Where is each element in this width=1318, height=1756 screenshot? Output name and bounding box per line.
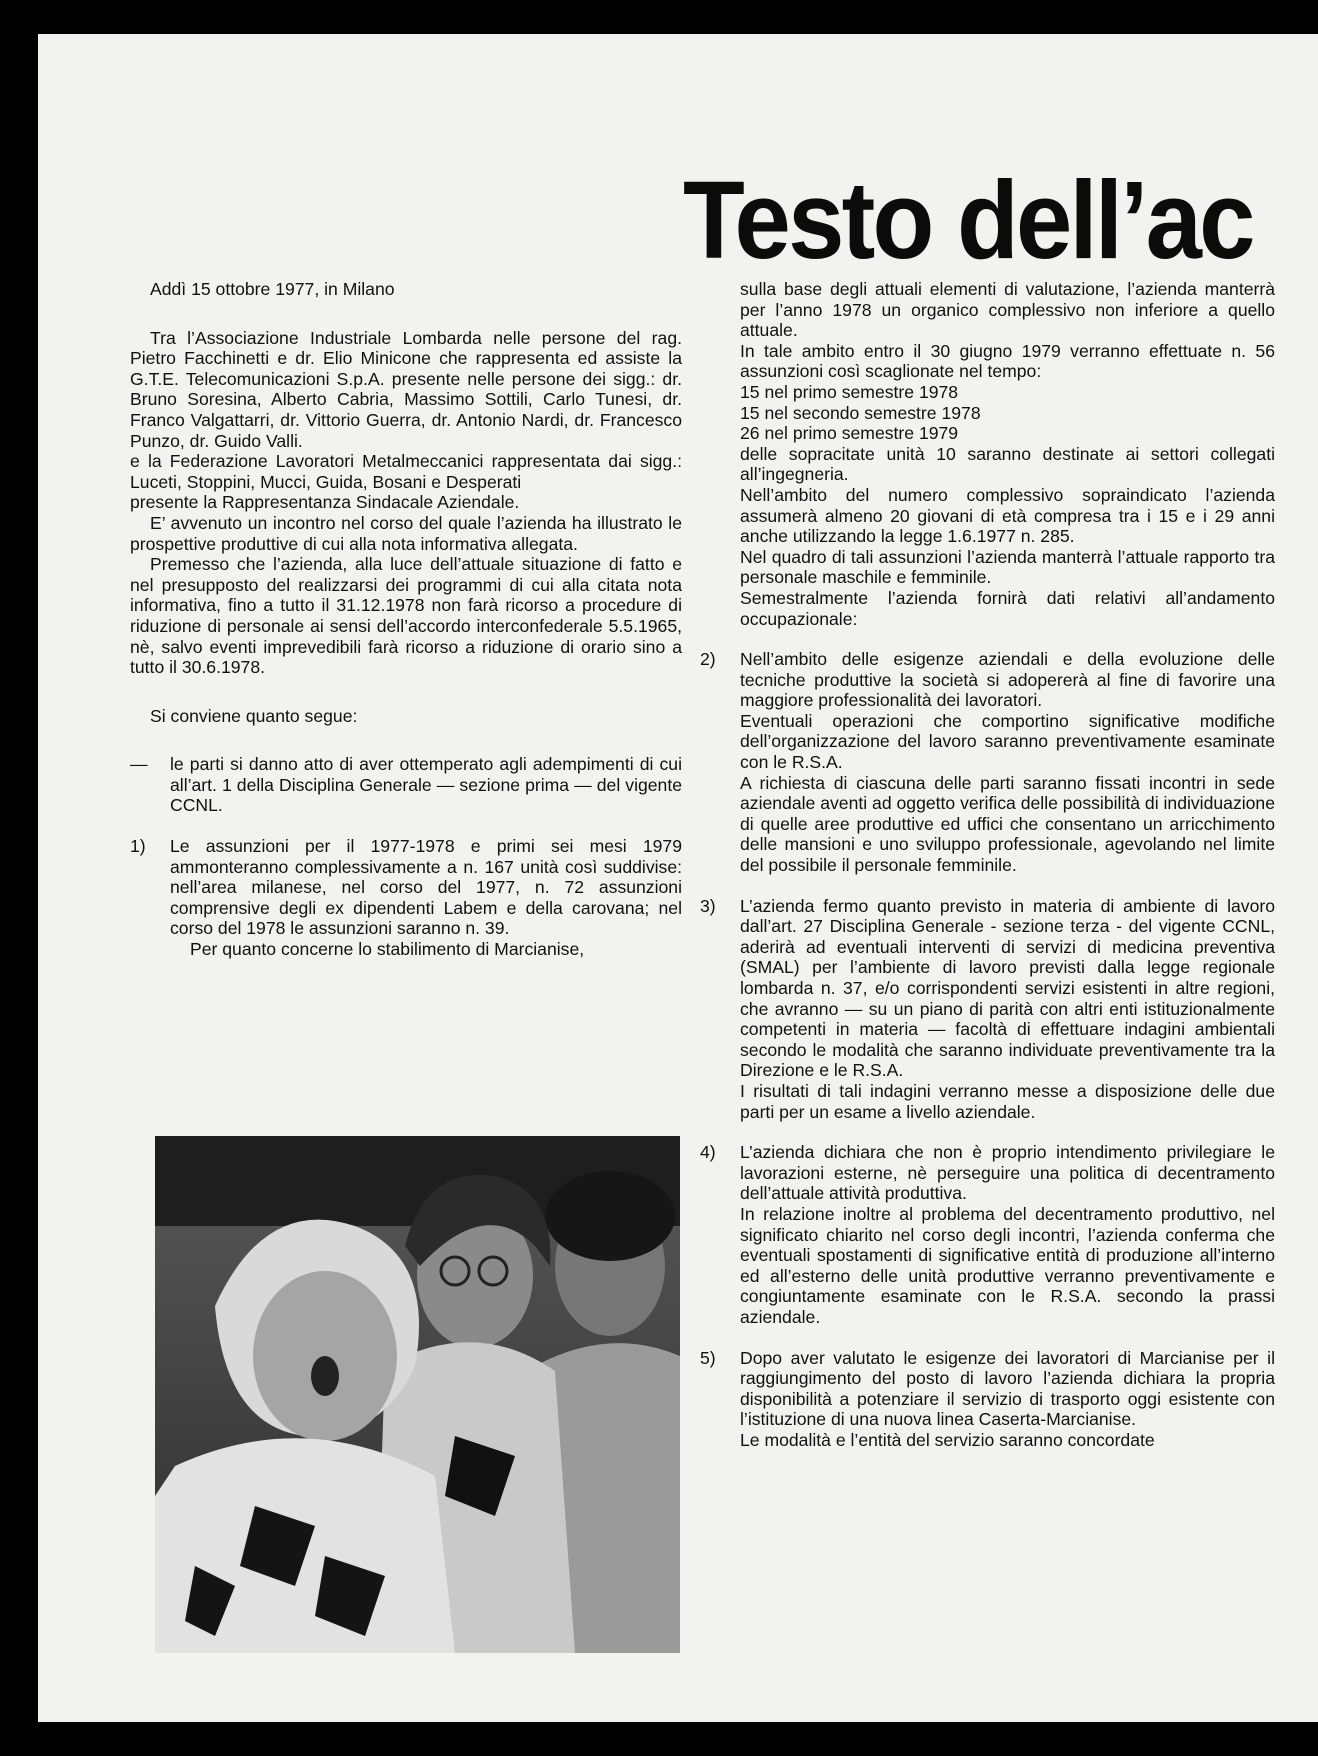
item-text: Le modalità e l’entità del servizio saranno concordate [740, 1429, 1155, 1450]
item-marker: 4) [700, 1142, 716, 1163]
paragraph: Nell’ambito del numero complessivo sopraindicato l’azienda assumerà almeno 20 giovani di età compresa tra i 15 e i 29 anni anche utilizzando la legge 1.6.1977 n. 285. [740, 484, 1275, 547]
premise-paragraph: Premesso che l’azienda, alla luce dell’attuale situazione di fatto e nel presupposto del realizzarsi dei programmi di cui alla citata nota informativa, fino a tutto il 31.12.1978 non farà ricorso a procedure di riduzione di personale ai sensi dell’accordo interconfederale 5.5.1965, nè, salvo eventi imprevedibili farà ricorso a riduzione di orario sino a tutto il 30.6.1978. [130, 554, 682, 678]
paragraph: delle sopracitate unità 10 saranno destinate ai settori collegati all’ingegneria. [740, 443, 1275, 485]
paragraph: Semestralmente l’azienda fornirà dati relativi all’andamento occupazionale: [740, 587, 1275, 629]
protest-photo [155, 1136, 680, 1653]
item-text: A richiesta di ciascuna delle parti saranno fissati incontri in sede aziendale aventi ad oggetto verifica delle possibilità di individuazione di quelle aree produttive ed uffici che consentano un arricchimento delle mansioni e uno sviluppo professionale, agevolando nel limite del possibile il personale femminile. [740, 772, 1276, 876]
schedule-line: 26 nel primo semestre 1979 [740, 423, 959, 444]
item-text: Eventuali operazioni che comportino significative modifiche dell’organizzazione del lavoro saranno preventivamente esaminate con le R.S.A. [740, 710, 1275, 773]
agreed-intro: Si conviene quanto segue: [150, 705, 358, 726]
parties-paragraph: Tra l’Associazione Industriale Lombarda nelle persone del rag. Pietro Facchinetti e dr. Elio Minicone che rappresenta ed assiste la G.T.E. Telecomunicazioni S.p.A. presente nelle persone dei sigg.: dr. Bruno Soresina, Alberto Cabria, Massimo Sottili, Carlo Tunesi, dr. Franco Valgattarri, dr. Vittorio Guerra, dr. Antonio Nardi, dr. Francesco Punzo, dr. Guido Valli. [130, 327, 682, 451]
right-column [700, 279, 1276, 1450]
list-item [130, 836, 682, 960]
paragraph: sulla base degli attuali elementi di valutazione, l’azienda manterrà per l’anno 1978 un organico complessivo non inferiore a quello attuale. [740, 279, 1275, 341]
item-marker: 5) [700, 1347, 716, 1368]
list-item [700, 1348, 1275, 1451]
rsa-paragraph: presente la Rappresentanza Sindacale Aziendale. [130, 492, 520, 513]
magazine-page [38, 34, 1318, 1722]
item-marker: 2) [700, 649, 716, 670]
item-marker: 1) [130, 836, 146, 857]
meeting-paragraph: E’ avvenuto un incontro nel corso del quale l’azienda ha illustrato le prospettive produttive di cui alla nota informativa allegata. [130, 512, 682, 554]
list-item [700, 649, 1275, 876]
item-text: In relazione inoltre al problema del decentramento produttivo, nel significato chiarito nel corso degli incontri, l’azienda conferma che eventuali spostamenti di significative entità di produzione all’interno ed all’esterno delle unità produttive verranno preventivamente e congiuntamente esaminate con le R.S.A. secondo la prassi aziendale. [740, 1203, 1275, 1327]
agreement-date-header: Addì 15 ottobre 1977, in Milano [150, 279, 395, 299]
item-text: le parti si danno atto di aver ottemperato agli adempimenti di cui all’art. 1 della Disciplina Generale — sezione prima — del vigente CCNL. [170, 754, 682, 816]
item-marker: 3) [700, 895, 716, 916]
schedule-line: 15 nel secondo semestre 1978 [740, 402, 981, 423]
paragraph: Nel quadro di tali assunzioni l’azienda manterrà l’attuale rapporto tra personale maschile e femminile. [740, 546, 1275, 588]
item-text: Nell’ambito delle esigenze aziendali e della evoluzione delle tecniche produttive la società si adopererà al fine di favorire una maggiore professionalità dei lavoratori. [740, 649, 1275, 711]
protest-photo-illustration [155, 1136, 680, 1653]
paragraph: In tale ambito entro il 30 giugno 1979 verranno effettuate n. 56 assunzioni così scaglionate nel tempo: [740, 340, 1275, 382]
item-text: Le assunzioni per il 1977-1978 e primi sei mesi 1979 ammonteranno complessivamente a n. 167 unità così suddivise: nell’area milanese, nel corso del 1977, n. 72 assunzioni comprensive degli ex dipendenti Labem e della carovana; nel corso del 1978 le assunzioni saranno n. 39. [170, 836, 682, 939]
federation-paragraph: e la Federazione Lavoratori Metalmeccanici rappresentata dai sigg.: Luceti, Stoppini, Mucci, Guida, Bosani e Desperati [130, 451, 682, 492]
item-text: I risultati di tali indagini verranno messe a disposizione delle due parti per un esame a livello aziendale. [740, 1080, 1275, 1122]
list-item [700, 1142, 1275, 1327]
list-item [130, 754, 682, 816]
item-marker: — [130, 754, 148, 775]
article-title: Testo dell’ac [683, 158, 1253, 282]
item-text: Dopo aver valutato le esigenze dei lavoratori di Marcianise per il raggiungimento del posto di lavoro l’azienda dichiara la propria disponibilità a potenziare il servizio di trasporto oggi esistente con l’istituzione di una nuova linea Caserta-Marcianise. [740, 1347, 1275, 1430]
schedule-line: 15 nel primo semestre 1978 [740, 381, 959, 402]
list-item [700, 896, 1275, 1123]
left-column [130, 279, 682, 960]
item-text: L’azienda fermo quanto previsto in materia di ambiente di lavoro dall’art. 27 Disciplina Generale - sezione terza - del vigente CCNL, aderirà ad eventuali interventi di servizi di medicina preventiva (SMAL) per l’ambiente di lavoro previsti dalla legge regionale lombarda n. 37, e/o corrispondenti servizi esistenti in altre regioni, che avranno — su un piano di parità con altri enti istituzionalmente competenti in materia — facoltà di effettuare indagini ambientali secondo le modalità che saranno individuate preventivamente tra la Direzione e le R.S.A. [740, 895, 1275, 1081]
item-text: L’azienda dichiara che non è proprio intendimento privilegiare le lavorazioni esterne, nè perseguire una politica di decentramento dell’attuale attività produttiva. [740, 1142, 1275, 1204]
item-text: Per quanto concerne lo stabilimento di Marcianise, [190, 939, 585, 960]
